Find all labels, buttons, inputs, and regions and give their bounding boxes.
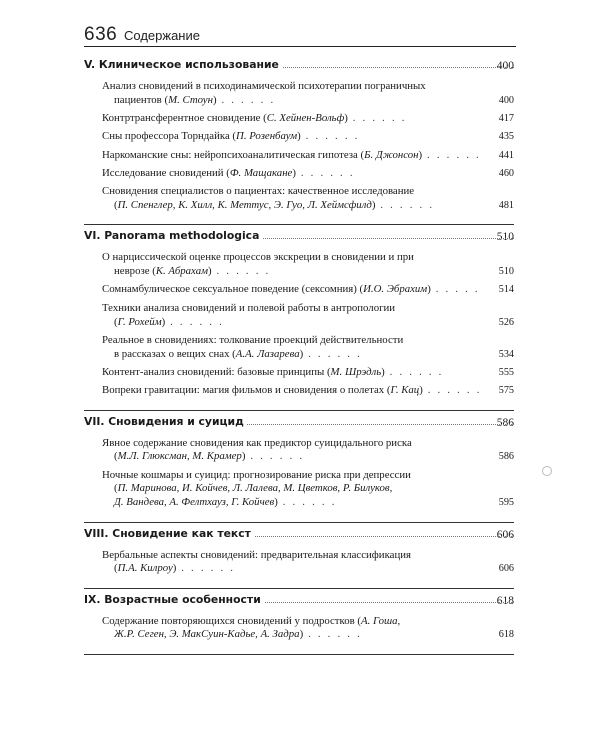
dot-leader: . . . . . . [277, 496, 337, 509]
toc-entry[interactable] [84, 167, 514, 181]
entry-text [102, 283, 514, 297]
dot-leader: . . . . . [430, 283, 480, 296]
page-number: 636 [84, 24, 118, 45]
entry-author: Д. Вандева, А. Фелтхауз, Г. Койчев [114, 496, 275, 509]
stray-mark [542, 466, 552, 476]
part-page-number: 618 [494, 595, 514, 607]
toc-entry[interactable] [84, 283, 514, 297]
toc-part [84, 412, 514, 523]
entry-page-number: 481 [496, 199, 514, 213]
entry-author: Ж.Р. Сеген, Э. МакСуин-Кадье, А. Задра [114, 628, 300, 641]
entry-author: М. Стоун [168, 93, 213, 106]
toc-entry[interactable] [84, 302, 514, 330]
entry-line [102, 366, 488, 380]
entry-title-text: Исследование сновидений ( [102, 166, 230, 179]
toc-entry[interactable] [84, 112, 514, 126]
dot-leader: . . . . . . [303, 347, 362, 360]
entry-title-text: Сомнамбулическое сексуальное поведение (сексомния) ( [102, 283, 364, 296]
dot-leader: . . . . . . [375, 199, 435, 212]
entry-line [102, 628, 488, 642]
entry-title-text: ) [292, 166, 296, 179]
entry-title-text: Содержание повторяющихся сновидений у подростков ( [102, 614, 362, 627]
entry-line [102, 437, 488, 451]
running-title: Содержание [124, 28, 200, 43]
entry-title-text: ) [299, 628, 304, 641]
entry-text [102, 149, 514, 163]
toc-entry[interactable] [84, 130, 514, 144]
entry-title-text: Ночные кошмары и суицид: прогнозирование риска при депрессии [102, 468, 411, 481]
dot-leader: . . . . . . [176, 562, 236, 575]
part-title: IX. Возрастные особенности [84, 593, 264, 606]
entry-line [102, 469, 488, 483]
entry-page-number: 534 [496, 348, 514, 362]
part-title: V. Клиническое использование [84, 58, 282, 71]
part-heading[interactable] [84, 590, 514, 610]
entry-title-text: ) [172, 562, 177, 575]
toc-entry[interactable] [84, 80, 514, 108]
entry-line [102, 265, 488, 279]
entry-page-number: 575 [496, 384, 514, 398]
toc-part [84, 55, 514, 225]
dot-leader: . . . . . . [303, 628, 362, 641]
entry-title-text: ( [114, 199, 118, 212]
entry-title-text: неврозе ( [114, 265, 156, 278]
toc-entry[interactable] [84, 549, 514, 577]
dot-leader: . . . . . . [216, 93, 276, 106]
entry-text [102, 112, 514, 126]
entry-line [102, 112, 488, 126]
entry-list [84, 432, 514, 522]
entry-line [102, 615, 488, 629]
entry-author: А.А. Лазарева [235, 347, 300, 360]
part-title: VI. Panorama methodologica [84, 229, 262, 242]
entry-line [102, 334, 488, 348]
entry-title-text: ) [418, 148, 423, 161]
entry-title-text: ( [114, 315, 118, 328]
part-heading[interactable] [84, 226, 514, 246]
entry-author: Г. Рохейм [117, 315, 162, 328]
entry-author: А. Гоша, [361, 614, 401, 627]
entry-title-text: ( [114, 482, 118, 495]
entry-author: К. Абрахам [155, 265, 208, 278]
entry-list [84, 75, 514, 224]
entry-title-text: О нарциссической оценке процессов экскреции в сновидении и при [102, 251, 414, 264]
toc-entry[interactable] [84, 149, 514, 163]
part-page-number: 606 [494, 529, 514, 541]
toc-entry[interactable] [84, 251, 514, 279]
entry-title-text: ) [299, 347, 304, 360]
entry-list [84, 246, 514, 409]
toc-entry[interactable] [84, 437, 514, 465]
entry-page-number: 441 [496, 149, 514, 163]
entry-text [102, 384, 514, 398]
entry-page-number: 555 [496, 366, 514, 380]
entry-text [102, 469, 514, 510]
toc-part [84, 590, 514, 655]
entry-title-text: в рассказах о вещих снах ( [114, 347, 236, 360]
entry-line [102, 348, 488, 362]
entry-text [102, 167, 514, 181]
entry-text [102, 549, 514, 577]
entry-author: М. Шрэдль [330, 365, 382, 378]
entry-page-number: 606 [496, 562, 514, 576]
entry-text [102, 366, 514, 380]
entry-line [102, 130, 488, 144]
entry-line [102, 450, 488, 464]
dot-leader: . . . . . . [300, 130, 360, 143]
entry-title-text: ) [241, 450, 246, 463]
entry-title-text: ) [344, 112, 348, 125]
entry-author: И.О. Эбрахим [363, 283, 428, 296]
part-page-number: 586 [494, 417, 514, 429]
entry-title-text: ) [419, 384, 423, 397]
entry-text [102, 185, 514, 213]
entry-line [102, 496, 488, 510]
entry-text [102, 80, 514, 108]
entry-page-number: 510 [496, 265, 514, 279]
entry-line [102, 283, 488, 297]
entry-title-text: ) [208, 265, 212, 278]
part-heading[interactable] [84, 55, 514, 75]
entry-title-text: Техники анализа сновидений и полевой работы в антропологии [102, 301, 396, 314]
entry-author: П. Маринова, И. Койчев, Л. Лалева, М. Цветков, Р. Билуков, [117, 482, 393, 495]
entry-line [102, 199, 488, 213]
entry-line [102, 302, 488, 316]
entry-text [102, 302, 514, 330]
entry-line [102, 482, 488, 496]
dot-leader: . . . . . . [245, 450, 305, 463]
entry-title-text: пациентов ( [114, 93, 169, 106]
toc-entry[interactable] [84, 334, 514, 362]
part-heading[interactable] [84, 412, 514, 432]
entry-author: П. Спенглер, К. Хилл, К. Меттус, Э. Гуо, Л. Хеймсфилд [117, 199, 372, 212]
entry-list [84, 610, 514, 654]
part-title: VIII. Сновидение как текст [84, 527, 254, 540]
entry-page-number: 514 [496, 283, 514, 297]
entry-text [102, 334, 514, 362]
entry-line [102, 251, 488, 265]
entry-title-text: Реальное в сновидениях: толкование проекций действительности [102, 333, 404, 346]
entry-title-text: Контент-анализ сновидений: базовые принципы ( [102, 365, 331, 378]
dot-leader: . . . . . . [422, 148, 481, 161]
entry-title-text: ( [114, 450, 118, 463]
dot-leader: . . . . . . [347, 112, 407, 125]
part-heading[interactable] [84, 524, 514, 544]
entry-page-number: 400 [496, 94, 514, 108]
part-page-number: 510 [494, 231, 514, 243]
entry-text [102, 130, 514, 144]
running-header [84, 22, 516, 47]
entry-title-text: Анализ сновидений в психодинамической психотерапии пограничных [102, 80, 426, 92]
entry-title-text: ) [274, 496, 278, 509]
entry-author: П.А. Килроу [117, 562, 173, 575]
dot-leader: . . . . . . [422, 384, 482, 397]
entry-title-text: Явное содержание сновидения как предиктор суицидального риска [102, 436, 412, 449]
entry-title-text: ) [161, 315, 166, 328]
part-title: VII. Сновидения и суицид [84, 415, 247, 428]
table-of-contents [84, 54, 514, 655]
toc-part [84, 524, 514, 589]
entry-page-number: 435 [496, 130, 514, 144]
entry-title-text: Вопреки гравитации: магия фильмов и сновидения о полетах ( [102, 384, 391, 397]
entry-title-text: ) [212, 93, 217, 106]
entry-list [84, 544, 514, 588]
toc-part [84, 226, 514, 410]
entry-line [102, 80, 488, 94]
entry-page-number: 460 [496, 167, 514, 181]
entry-text [102, 437, 514, 465]
entry-text [102, 251, 514, 279]
entry-title-text: Сновидения специалистов о пациентах: качественное исследование [102, 185, 415, 198]
entry-title-text: Контртрансферентное сновидение ( [102, 112, 267, 125]
entry-page-number: 526 [496, 316, 514, 330]
entry-title-text: ( [114, 562, 118, 575]
entry-line [102, 316, 488, 330]
toc-entry[interactable] [84, 185, 514, 213]
part-page-number: 400 [494, 60, 514, 72]
entry-title-text: Наркоманские сны: нейропсихоаналитическая гипотеза ( [102, 148, 365, 161]
dot-leader: . . . . . . [295, 166, 355, 179]
entry-title-text: ) [381, 365, 385, 378]
entry-author: С. Хейнен-Вольф [266, 112, 345, 125]
entry-page-number: 417 [496, 112, 514, 126]
toc-entry[interactable] [84, 615, 514, 643]
entry-page-number: 618 [496, 628, 514, 642]
entry-page-number: 595 [496, 496, 514, 510]
dot-leader: . . . . . . [165, 315, 225, 328]
entry-line [102, 384, 488, 398]
entry-title-text: ) [427, 283, 431, 296]
entry-author: Б. Джонсон [364, 148, 419, 161]
entry-author: Г. Кац [390, 384, 420, 397]
entry-line [102, 167, 488, 181]
entry-title-text: Вербальные аспекты сновидений: предварительная классификация [102, 548, 411, 561]
entry-author: М.Л. Глюксман, М. Крамер [117, 450, 242, 463]
entry-text [102, 615, 514, 643]
entry-title-text: Сны профессора Торндайка ( [102, 130, 237, 143]
dot-leader: . . . . . . [384, 365, 444, 378]
entry-line [102, 94, 488, 108]
toc-entry[interactable] [84, 469, 514, 510]
entry-line [102, 185, 488, 199]
toc-entry[interactable] [84, 366, 514, 380]
toc-entry[interactable] [84, 384, 514, 398]
entry-title-text: ) [297, 130, 301, 143]
entry-page-number: 586 [496, 450, 514, 464]
entry-title-text: ) [371, 199, 376, 212]
dot-leader: . . . . . . [211, 265, 271, 278]
entry-line [102, 149, 488, 163]
entry-author: Ф. Мащакане [229, 166, 293, 179]
entry-line [102, 549, 488, 563]
entry-author: П. Розенбаум [236, 130, 298, 143]
entry-line [102, 562, 488, 576]
